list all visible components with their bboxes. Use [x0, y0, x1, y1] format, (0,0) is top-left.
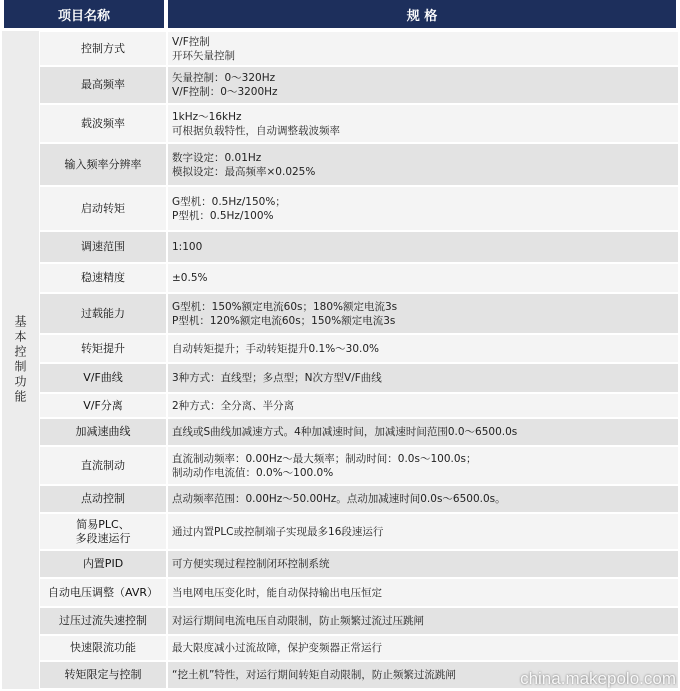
value-line: 1:100 [172, 241, 203, 253]
value-line: “挖土机”特性，对运行期间转矩自动限制，防止频繁过流跳闸 [172, 669, 456, 681]
table-row [40, 418, 678, 446]
table-row [40, 231, 678, 263]
row-value [168, 335, 678, 362]
table-row [40, 485, 678, 513]
row-value [168, 105, 678, 142]
row-name: 加减速曲线 [40, 419, 166, 445]
table-row [40, 143, 678, 186]
value-line: P型机：0.5Hz/100% [172, 209, 274, 222]
table-row [40, 186, 678, 231]
header-spec: 规 格 [168, 0, 676, 28]
table-header [0, 0, 680, 30]
row-name: 快速限流功能 [40, 636, 166, 660]
value-line: 矢量控制：0～320Hz [172, 72, 276, 84]
row-name: 启动转矩 [40, 187, 166, 230]
table-row [40, 263, 678, 293]
table-row [40, 66, 678, 104]
value-line: 数字设定：0.01Hz [172, 151, 262, 164]
row-name: 点动控制 [40, 486, 166, 512]
row-value [168, 608, 678, 634]
row-value [168, 187, 678, 230]
row-name: 过压过流失速控制 [40, 608, 166, 634]
table-row [40, 550, 678, 578]
value-line: ±0.5% [172, 272, 208, 284]
row-name: 稳速精度 [40, 264, 166, 292]
value-line: 通过内置PLC或控制端子实现最多16段速运行 [172, 525, 384, 538]
watermark: china.makepolo.com [520, 669, 676, 688]
category-cell [2, 31, 39, 689]
row-value [168, 579, 678, 606]
table-row [40, 293, 678, 334]
value-line: 2种方式：全分离、半分离 [172, 399, 295, 412]
row-name: V/F分离 [40, 394, 166, 417]
value-line: 对运行期间电流电压自动限制，防止频繁过流过压跳闸 [172, 615, 424, 627]
row-name: 控制方式 [40, 32, 166, 65]
value-line: 最大限度减小过流故障，保护变频器正常运行 [172, 642, 382, 654]
table-row [40, 363, 678, 393]
value-line: 制动动作电流值：0.0%～100.0% [172, 466, 334, 479]
row-name: 载波频率 [40, 105, 166, 142]
table-row [40, 578, 678, 607]
value-line: 模拟设定：最高频率×0.025% [172, 165, 316, 178]
value-line: V/F控制 [172, 35, 210, 48]
row-name: 转矩限定与控制 [40, 662, 166, 688]
row-name: V/F曲线 [40, 364, 166, 392]
value-line: 1kHz～16kHz [172, 110, 242, 123]
row-value [168, 294, 678, 333]
row-name: 过载能力 [40, 294, 166, 333]
table-row [40, 635, 678, 661]
row-value [168, 32, 678, 65]
row-value [168, 486, 678, 512]
row-value [168, 264, 678, 292]
value-line: V/F控制：0～3200Hz [172, 86, 278, 98]
row-value [168, 232, 678, 262]
value-line: 3种方式：直线型；多点型；N次方型V/F曲线 [172, 372, 382, 384]
value-line: P型机：120%额定电流60s；150%额定电流3s [172, 314, 396, 327]
table-row [40, 513, 678, 550]
row-value [168, 514, 678, 549]
row-value [168, 419, 678, 445]
table-row [40, 334, 678, 363]
value-line: 直流制动频率：0.00Hz～最大频率；制动时间：0.0s～100.0s； [172, 452, 477, 465]
row-value [168, 144, 678, 185]
category-label: 基本控制功能 [13, 315, 27, 405]
row-value [168, 447, 678, 484]
value-line: 自动转矩提升；手动转矩提升0.1%～30.0% [172, 342, 380, 355]
value-line: 当电网电压变化时，能自动保持输出电压恒定 [172, 586, 382, 599]
value-line: 直线或S曲线加减速方式。4种加减速时间，加减速时间范围0.0～6500.0s [172, 426, 518, 438]
header-item-name: 项目名称 [4, 0, 164, 28]
value-line: 开环矢量控制 [172, 49, 235, 62]
row-value [168, 67, 678, 103]
table-row [40, 104, 678, 143]
value-line: G型机：150%额定电流60s；180%额定电流3s [172, 300, 398, 313]
row-name: 简易PLC、 多段速运行 [40, 514, 166, 549]
value-line: 可方便实现过程控制闭环控制系统 [172, 558, 330, 570]
row-value [168, 551, 678, 577]
table-row [40, 446, 678, 485]
row-name: 调速范围 [40, 232, 166, 262]
value-line: 可根据负载特性，自动调整载波频率 [172, 124, 340, 137]
row-name: 输入频率分辨率 [40, 144, 166, 185]
value-line: 点动频率范围：0.00Hz～50.00Hz。点动加减速时间0.0s～6500.0s。 [172, 493, 506, 505]
row-value [168, 636, 678, 660]
row-name: 转矩提升 [40, 335, 166, 362]
row-value [168, 364, 678, 392]
value-line: G型机：0.5Hz/150%； [172, 195, 286, 208]
table-row [40, 31, 678, 66]
table-row [40, 607, 678, 635]
table-row [40, 393, 678, 418]
row-value [168, 394, 678, 417]
row-name: 内置PID [40, 551, 166, 577]
row-name: 直流制动 [40, 447, 166, 484]
row-name: 自动电压调整（AVR） [40, 579, 166, 606]
row-name: 最高频率 [40, 67, 166, 103]
